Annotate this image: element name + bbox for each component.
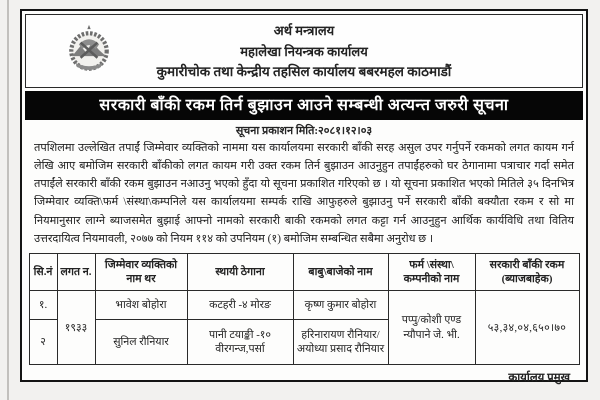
page-edge-line <box>7 0 9 400</box>
cell-lagat-no: १९३३ <box>57 290 95 364</box>
cell-address: कटहरी -४ मोरङ <box>187 290 293 319</box>
department-name: महालेखा नियन्त्रक कार्यालय <box>240 43 368 59</box>
table-header-row <box>29 253 579 290</box>
col-header-father-name: बाबु\बाजेको नाम <box>293 253 388 290</box>
office-chief-signature: कार्यालय प्रमुख <box>508 371 570 384</box>
cell-sn: १. <box>29 290 57 319</box>
cell-person-name: भावेश बोहोरा <box>95 290 187 319</box>
cell-sn: २ <box>29 319 57 364</box>
cell-due-amount: ५३,३४,०४,६५०।७० <box>475 290 579 364</box>
notice-body-paragraph: तपशिलमा उल्लेखित तपाईं जिम्मेवार व्यक्तिको नाममा यस कार्यालयमा सरकारी बाँकी सरह असुल उपर गर्नुपर्ने रकमको लगत कायम गर्न लेखि आए बमोजिम सरकारी बाँकीको लगत कायम गरी उक्त रकम तिर्न बुझाउन आउनुहुन तपाईंहरुको घर ठेगानामा पत्राचार गर्दा समेत तपाईंले सरकारी बाँकी रकम बुझाउन नआउनु भएको हुँदा यो सूचना प्रकाशित गरिएको छ । यो सूचना प्रकाशित भएको मितिले ३५ दिनभित्र जिम्मेवार व्यक्ति\फर्म \संस्था\कम्पनिले यस कार्यालयमा सम्पर्क राखि आफुहरुले बुझाउनु पर्ने सरकारी बाँकी बक्यौता रकम र सो मा नियमानुसार लाग्ने ब्याजसमेत बुझाई आफ्नो नामको सरकारी बाकी रकमको लगत कट्टा गर्न आउनुहुन आर्थिक कार्यविधि तथा वितिय उत्तरदायित्व नियमावली, २०७७ को नियम ११४ को उपनियम (१) बमोजिम सम्बन्धित सबैमा अनुरोध छ । <box>34 142 574 245</box>
cell-person-name: सुनिल रौनियार <box>95 319 187 364</box>
col-header-person-name: जिम्मेवार व्यक्तिको नाम थर <box>95 253 187 290</box>
col-header-lagat-no: लगत न. <box>57 253 95 290</box>
notice-document <box>20 9 588 382</box>
publish-date: सूचना प्रकाशन मिति:२०८१।१२।०३ <box>235 125 373 137</box>
letterhead <box>25 14 583 88</box>
col-header-due-amount: सरकारी बाँकी रकम (ब्याजबाहेक) <box>475 253 579 290</box>
table-row <box>29 290 579 319</box>
col-header-address: स्थायी ठेगाना <box>187 253 293 290</box>
cell-address: पानी टयाङ्की -१० वीरगन्ज,पर्सा <box>187 319 293 364</box>
cell-firm-name: पप्पु/कोशी एण्ड न्यौपाने जे. भी. <box>388 290 475 364</box>
col-header-sn: सि.नं <box>29 253 57 290</box>
ministry-name: अर्थ मन्त्रालय <box>273 23 335 39</box>
notice-title-bar: सरकारी बाँकी रकम तिर्न बुझाउन आउने सम्बन्धी अत्यन्त जरुरी सूचना <box>25 91 583 120</box>
nepal-emblem-icon <box>62 22 116 80</box>
cell-father-name: हरिनारायण रौनियार/ अयोध्या प्रसाद रौनियार <box>293 319 388 364</box>
cell-father-name: कृष्ण कुमार बोहोरा <box>293 290 388 319</box>
dues-table <box>29 253 580 365</box>
office-name: कुमारीचोक तथा केन्द्रीय तहसिल कार्यालय बबरमहल काठमाडौं <box>156 63 452 79</box>
col-header-firm-name: फर्म \संस्था\ कम्पनीको नाम <box>388 253 475 290</box>
